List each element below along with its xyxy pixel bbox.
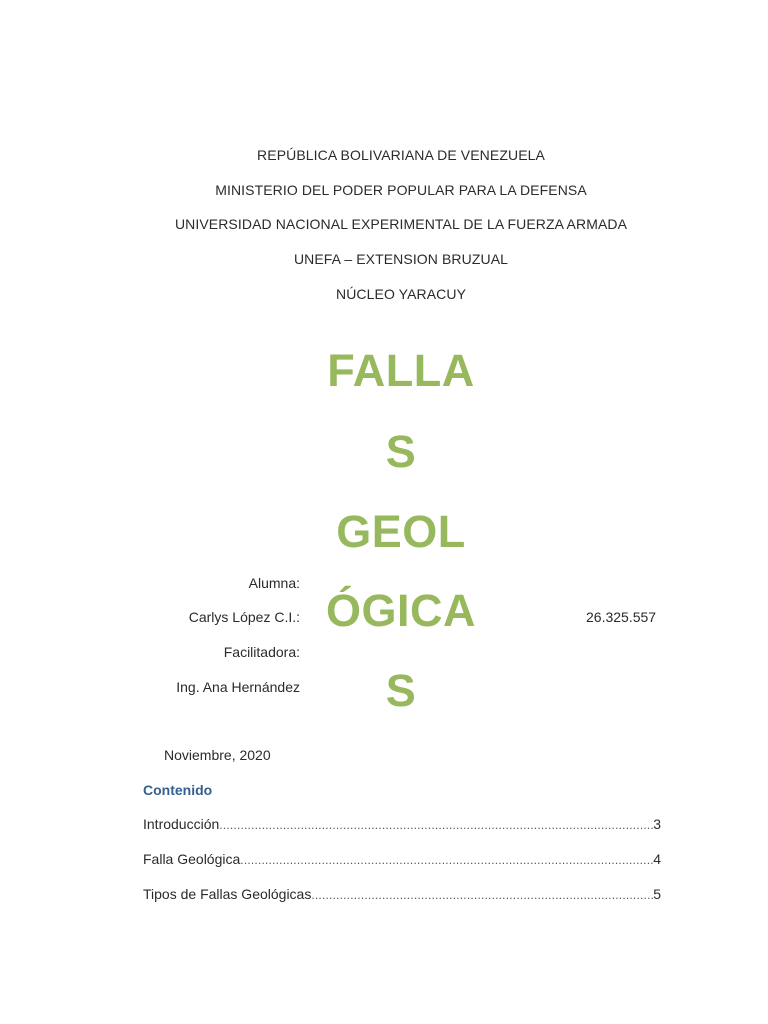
facilitator-name: Ing. Ana Hernández — [176, 679, 300, 695]
header-nucleus: NÚCLEO YARACUY — [335, 286, 467, 302]
toc-entry-label: Falla Geológica — [143, 851, 241, 867]
toc-entry[interactable] — [143, 850, 661, 869]
header-university: UNIVERSIDAD NACIONAL EXPERIMENTAL DE LA FUERZA ARMADA — [174, 216, 628, 232]
toc-entry-label: Tipos de Fallas Geológicas — [143, 886, 312, 902]
toc-heading: Contenido — [143, 782, 213, 798]
title-line-2: S — [385, 426, 417, 477]
document-date: Noviembre, 2020 — [164, 747, 271, 763]
toc-leader — [219, 816, 653, 834]
title-line-5: S — [385, 665, 417, 716]
student-name: Carlys López C.I.: — [188, 609, 300, 625]
student-label: Alumna: — [248, 575, 300, 591]
toc-entry[interactable] — [143, 885, 661, 904]
toc-entry-page: 4 — [653, 851, 661, 867]
facilitator-label: Facilitadora: — [223, 644, 300, 660]
header-extension: UNEFA – EXTENSION BRUZUAL — [293, 251, 509, 267]
student-ci: 26.325.557 — [586, 609, 657, 625]
toc-entry-label: Introducción — [143, 816, 220, 832]
toc-entry[interactable] — [143, 815, 661, 834]
title-line-4: ÓGICA — [325, 585, 476, 636]
toc-entry-page: 3 — [653, 816, 661, 832]
title-line-1: FALLA — [327, 345, 475, 396]
toc-leader — [311, 886, 653, 904]
header-republic: REPÚBLICA BOLIVARIANA DE VENEZUELA — [257, 147, 545, 163]
header-ministry: MINISTERIO DEL PODER POPULAR PARA LA DEFENSA — [215, 182, 587, 198]
title-line-3: GEOL — [336, 506, 466, 557]
toc-entry-page: 5 — [653, 886, 661, 902]
toc-leader — [240, 851, 653, 869]
